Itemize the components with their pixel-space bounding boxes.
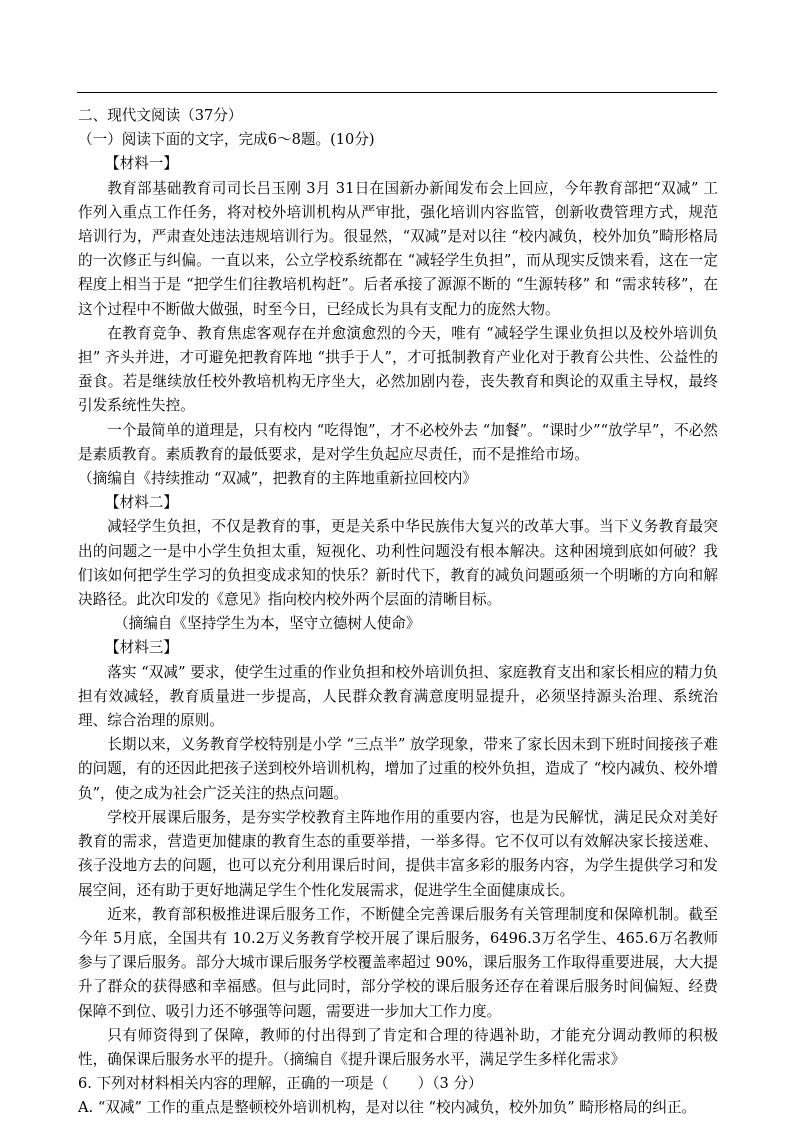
header-rule: [77, 92, 717, 93]
material-1-paragraph: 在教育竞争、教育焦虑客观存在并愈演愈烈的今天，唯有 “减轻学生课业负担以及校外培训负担” 齐头并进，才可避免把教育阵地 “拱手于人”，才可抵制教育产业化对于教育公共性、公益性的蚕食。若是继续放任校外教培机构无序坐大，必然加剧内卷，丧失教育和舆论的双重主导权，最终引发系统性失控。: [78, 324, 718, 415]
material-1-paragraph: 教育部基础教育司司长吕玉刚 3月 31日在国新办新闻发布会上回应，今年教育部把“双减” 工作列入重点工作任务，将对校外培训机构从严审批，强化培训内容监管，创新收费管理方式，规范培训行为，严肃查处违法违规培训行为。很显然，“双减”是对以往 “校内减负，校外加负”畸形格局的一次修正与纠偏。一直以来，公立学校系统都在 “减轻学生负担”，而从现实反馈来看，这在一定程度上相当于是 “把学生们往教培机构赶”。后者承接了源源不断的 “生源转移” 和 “需求转移”，在这个过程中不断做大做强，时至今日，已经成长为具有支配力的庞然大物。: [78, 179, 718, 318]
subsection-title: （一）阅读下面的文字，完成6～8题。(10分): [78, 131, 375, 149]
material-3-paragraph-text: 只有师资得到了保障，教师的付出得到了肯定和合理的待遇补助，才能充分调动教师的积极性，确保课后服务水平的提升。: [78, 1026, 718, 1068]
material-3-paragraph: 近来，教育部积极推进课后服务工作，不断健全完善课后服务有关管理制度和保障机制。截至今年 5月底，全国共有 10.2万义务教育学校开展了课后服务，6496.3万名学生、465.6万名教师参与了课后服务。部分大城市课后服务学校覆盖率超过 90%，课后服务工作取得重要进展，大大提升了群众的获得感和幸福感。但与此同时，部分学校的课后服务还存在着课后服务时间偏短、经费保障不到位、吸引力还不够强等问题，需要进一步加大工作力度。: [78, 905, 718, 1020]
material-3-paragraph: 学校开展课后服务，是夯实学校教育主阵地作用的重要内容，也是为民解忧，满足民众对美好教育的需求，营造更加健康的教育生态的重要举措，一举多得。它不仅可以有效解决家长接送难、孩子没地方去的问题，也可以充分利用课后时间，提供丰富多彩的服务内容，为学生提供学习和发展空间，还有助于更好地满足学生个性化发展需求，促进学生全面健康成长。: [78, 808, 718, 899]
material-3-paragraph: 落实 “双减” 要求，使学生过重的作业负担和校外培训负担、家庭教育支出和家长相应的精力负担有效减轻，教育质量进一步提高，人民群众教育满意度明显提升，必须坚持源头治理、系统治理、综合治理的原则。: [78, 663, 718, 730]
material-2-label: 【材料二】: [105, 494, 178, 512]
reading-section: [78, 104, 718, 1121]
question-6-stem: 6. 下列对材料相关内容的理解，正确的一项是（ ）（3 分）: [78, 1075, 483, 1093]
material-2-source: （摘编自《坚持学生为本，坚守立德树人使命》: [114, 615, 421, 633]
material-3-label: 【材料三】: [105, 639, 178, 657]
material-1-label: 【材料一】: [105, 155, 178, 173]
material-3-paragraph: 长期以来，义务教育学校特别是小学 “三点半” 放学现象，带来了家长因未到下班时间接孩子难的问题，有的还因此把孩子送到校外培训机构，增加了过重的校外负担，造成了 “校内减负、校外增负”，使之成为社会广泛关注的热点问题。: [78, 736, 718, 802]
material-2-paragraph: 减轻学生负担，不仅是教育的事，更是关系中华民族伟大复兴的改革大事。当下义务教育最突出的问题之一是中小学生负担太重，短视化、功利性问题没有根本解决。这种困境到底如何破？我们该如何把学生学习的负担变成求知的快乐？新时代下，教育的减负问题亟须一个明晰的方向和解决路径。此次印发的《意见》指向校内校外两个层面的清晰目标。: [78, 518, 718, 609]
material-3-last-paragraph: [78, 1024, 718, 1072]
material-3-source: （摘编自《提升课后服务水平，满足学生多样化需求》: [282, 1050, 626, 1068]
material-1-paragraph: 一个最简单的道理是，只有校内 “吃得饱”，才不必校外去 “加餐”。“课时少”“放学早”，不必然是素质教育。素质教育的最低要求，是对学生负起应尽责任，而不是推给市场。: [78, 421, 718, 463]
question-6-option-a: A. “双减” 工作的重点是整顿校外培训机构，是对以往 “校内减负，校外加负” 畸形格局的纠正。: [78, 1099, 697, 1117]
material-1-source: （摘编自《持续推动 “双减”，把教育的主阵地重新拉回校内》: [78, 470, 478, 488]
section-title: 二、现代文阅读（37分）: [78, 107, 243, 124]
